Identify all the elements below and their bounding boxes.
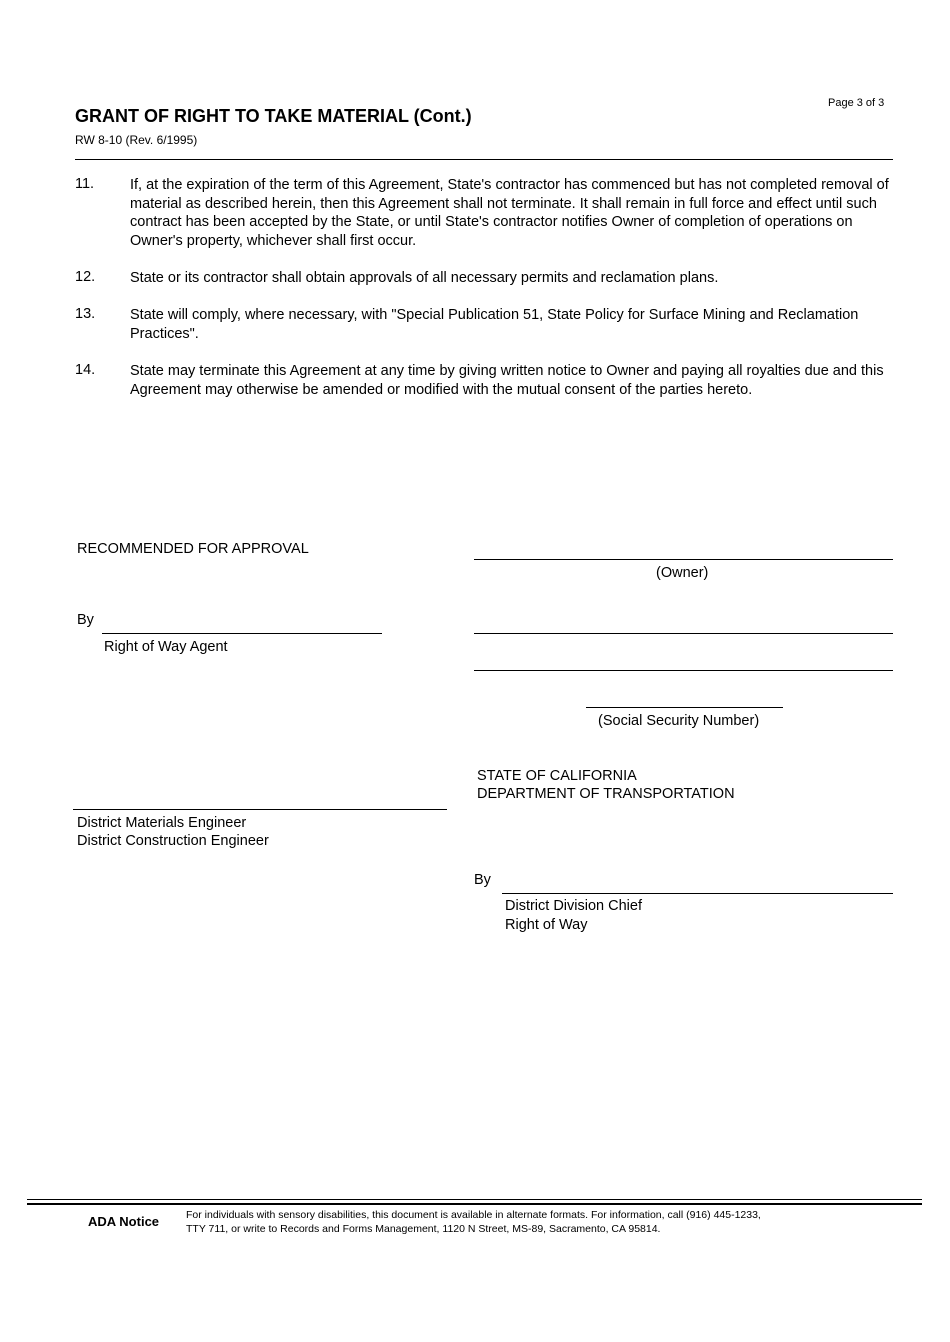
- ada-notice-title: ADA Notice: [88, 1214, 160, 1229]
- clause-number: 13.: [75, 306, 96, 322]
- agent-label: Right of Way Agent: [104, 639, 228, 655]
- footer-divider-top: [27, 1199, 922, 1200]
- header-divider: [75, 159, 893, 160]
- clause-text: State or its contractor shall obtain approvals of all necessary permits and reclamation plans.: [130, 270, 719, 286]
- owner-label: (Owner): [656, 565, 709, 581]
- right-of-way-label: Right of Way: [505, 917, 588, 933]
- construction-engineer-label: District Construction Engineer: [77, 833, 269, 849]
- by-label-right: By: [474, 872, 491, 888]
- department-label: DEPARTMENT OF TRANSPORTATION: [477, 786, 735, 802]
- owner-signature-line-2[interactable]: [474, 633, 893, 634]
- page-number: Page 3 of 3: [828, 97, 885, 109]
- ssn-line[interactable]: [586, 707, 783, 708]
- owner-signature-line-3[interactable]: [474, 670, 893, 671]
- ssn-label: (Social Security Number): [598, 713, 760, 729]
- materials-engineer-label: District Materials Engineer: [77, 815, 247, 831]
- owner-signature-line[interactable]: [474, 559, 893, 560]
- agent-signature-line[interactable]: [102, 633, 382, 634]
- ada-notice-text: [186, 1208, 846, 1236]
- clause-text: State may terminate this Agreement at any time by giving written notice to Owner and paying all royalties due and this Agreement may otherwise be amended or modified with the mutual consent of the parties hereto.: [130, 363, 884, 398]
- engineer-signature-line[interactable]: [73, 809, 447, 810]
- ada-notice-line: For individuals with sensory disabilities, this document is available in alternate formats. For information, call (916) 445-1233,: [186, 1209, 761, 1221]
- division-chief-label: District Division Chief: [505, 898, 642, 914]
- clause-number: 14.: [75, 362, 96, 378]
- clause-number: 11.: [75, 176, 95, 192]
- form-number: RW 8-10 (Rev. 6/1995): [75, 133, 198, 147]
- clause-text: If, at the expiration of the term of this Agreement, State's contractor has commenced but has not completed removal of material as described herein, then this Agreement shall not terminate. It shall remain in full force and effect until such contract has been accepted by the State, or until State's contractor notifies Owner of completion of operations on Owner's property, whichever shall first occur.: [130, 177, 889, 249]
- state-label: STATE OF CALIFORNIA: [477, 768, 637, 784]
- chief-signature-line[interactable]: [502, 893, 893, 894]
- footer-divider-bottom: [27, 1203, 922, 1205]
- clause-text: State will comply, where necessary, with "Special Publication 51, State Policy for Surface Mining and Reclamation Practices".: [130, 307, 859, 342]
- by-label-left: By: [77, 612, 94, 628]
- page-title: GRANT OF RIGHT TO TAKE MATERIAL (Cont.): [75, 106, 472, 126]
- clause-number: 12.: [75, 269, 96, 285]
- ada-notice-line: TTY 711, or write to Records and Forms Management, 1120 N Street, MS-89, Sacramento, CA 95814.: [186, 1223, 661, 1235]
- recommended-label: RECOMMENDED FOR APPROVAL: [77, 541, 309, 557]
